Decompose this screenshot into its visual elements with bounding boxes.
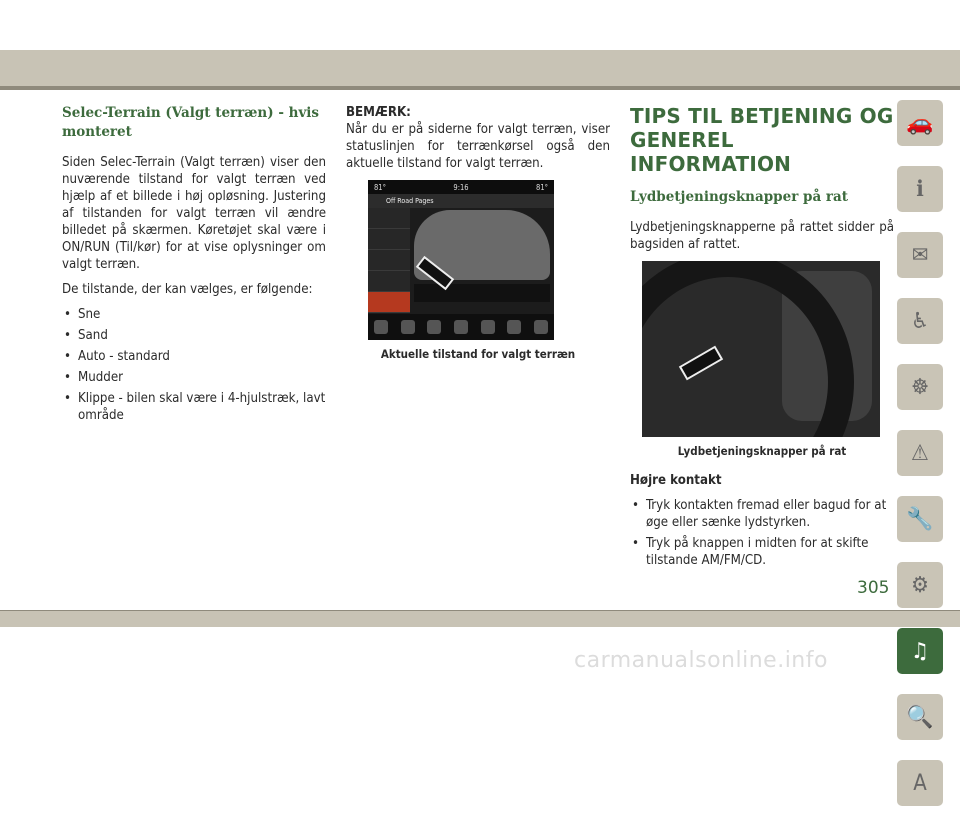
screen-status-bar (368, 180, 554, 194)
page-number: 305 (857, 578, 890, 598)
steering-key-icon[interactable]: ☸ (897, 364, 943, 410)
left-column (62, 104, 326, 428)
chapter-heading: TIPS TIL BETJENING OG GENEREL INFORMATION (630, 104, 894, 176)
car-search-icon[interactable]: 🚗 (897, 100, 943, 146)
terrain-screen-image (368, 180, 554, 340)
warning-lights-icon[interactable]: ✉ (897, 232, 943, 278)
list-item: • Tryk kontakten fremad eller bagud for at øge eller sænke lydstyrken. (630, 497, 894, 531)
mode-list (62, 306, 326, 424)
screen-side-menu (368, 208, 410, 312)
section-heading: Selec-Terrain (Valgt terræn) - hvis monteret (62, 105, 320, 140)
list-item: • Mudder (62, 369, 326, 386)
list-item: • Sand (62, 327, 326, 344)
specs-gear-icon[interactable]: ⚙ (897, 562, 943, 608)
screen-time: 9:16 (453, 182, 469, 192)
subsection-label: Højre kontakt (630, 473, 722, 488)
list-item: • Sne (62, 306, 326, 323)
figure-caption: Aktuelle tilstand for valgt terræn (380, 347, 576, 361)
figure-caption: Lydbetjeningsknapper på rat (677, 444, 847, 458)
control-list (630, 497, 894, 569)
header-rule (0, 86, 960, 90)
car-crash-icon[interactable]: ⚠ (897, 430, 943, 476)
header-band (0, 50, 960, 88)
index-letters-icon[interactable]: A (897, 760, 943, 806)
airbag-seat-icon[interactable]: ♿ (897, 298, 943, 344)
body-paragraph: Lydbetjeningsknapperne på rattet sidder på bagsiden af rattet. (630, 220, 894, 252)
list-item: • Tryk på knappen i midten for at skifte tilstande AM/FM/CD. (630, 535, 894, 569)
middle-column (346, 104, 610, 375)
magnifier-icon[interactable]: 🔍 (897, 694, 943, 740)
screen-dock (368, 314, 554, 340)
watermark: carmanualsonline.info (574, 648, 828, 673)
list-item: • Klippe - bilen skal være i 4-hjulstræk, lavt område (62, 390, 326, 424)
car-info-icon[interactable]: ℹ (897, 166, 943, 212)
car-tools-icon[interactable]: 🔧 (897, 496, 943, 542)
multimedia-icon[interactable]: ♫ (897, 628, 943, 674)
body-paragraph: Siden Selec-Terrain (Valgt terræn) viser den nuværende tilstand for valgt terræn ved hjælp af et billede i høj opløsning. Justering af tilstanden for valgt terræn vil ændre billedet på skærmen. Køretøjet skal være i ON/RUN (Til/kør) for at vise oplysninger om valgt terræn. (62, 155, 326, 272)
footer-band (0, 611, 960, 627)
list-item: • Auto - standard (62, 348, 326, 365)
body-paragraph: De tilstande, der kan vælges, er følgende: (62, 282, 313, 297)
right-column (630, 104, 894, 573)
screen-title: Off Road Pages (368, 194, 554, 208)
note-text: Når du er på siderne for valgt terræn, viser statuslinjen for terrænkørsel også den aktuelle tilstand for valgt terræn. (346, 122, 610, 171)
note-label: BEMÆRK: (346, 105, 411, 120)
screen-temp-left: 81° (374, 182, 386, 192)
screen-temp-right: 81° (536, 182, 548, 192)
screen-data-strip (414, 284, 550, 302)
chapter-tabs (897, 100, 943, 826)
steering-wheel-photo (642, 261, 880, 437)
section-heading: Lydbetjeningsknapper på rat (630, 189, 849, 205)
